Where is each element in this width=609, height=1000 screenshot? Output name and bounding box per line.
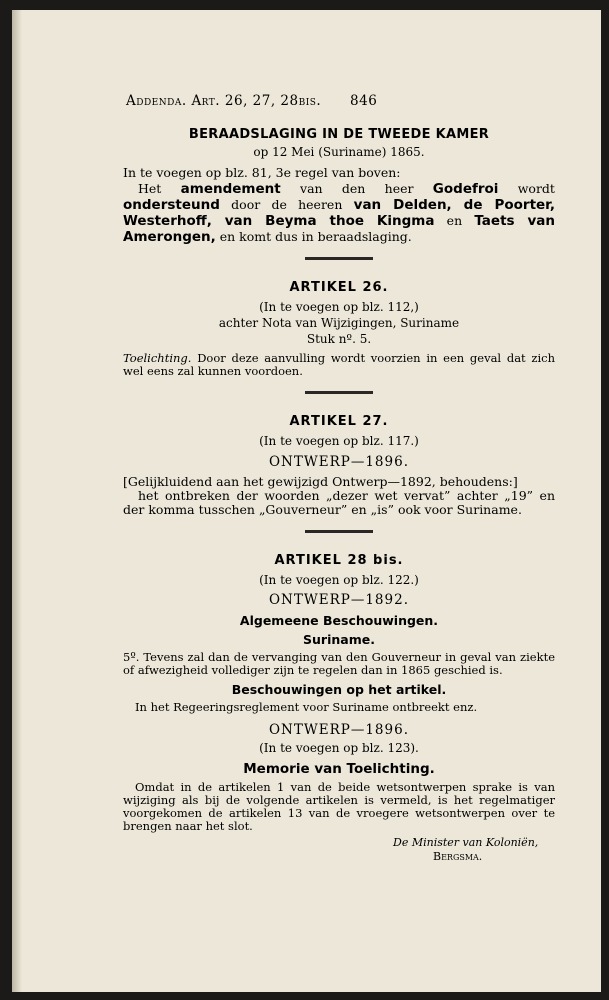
intro-wordt: wordt <box>517 181 555 196</box>
art28-line1: (In te voegen op blz. 122.) <box>259 573 419 587</box>
art28-ontwerp-1896: ONTWERP—1896. <box>268 722 409 738</box>
paragraph-5: 5º. Tevens zal dan de vervanging van den Gouverneur in geval van ziekte of afwezigheid vollediger zijn te regelen dan in 1865 geschied is. <box>123 650 555 677</box>
debate-date: op 12 Mei (Suriname) 1865. <box>253 145 425 159</box>
art27-text2: het ontbreken der woorden „dezer wet vervat” achter „19” en der komma tusschen „Gouverneur” en „is” ook voor Suriname. <box>123 488 555 517</box>
page-binding-shadow <box>12 10 22 992</box>
intro-het: Het <box>138 181 162 196</box>
running-head-label: Addenda. <box>126 93 187 109</box>
intro-van-den-heer: van den heer <box>300 181 414 196</box>
intro-paragraph <box>123 181 555 245</box>
regeeringsreglement-text: In het Regeeringsreglement voor Suriname ontbreekt enz. <box>135 700 478 714</box>
art26-toelichting <box>123 352 555 378</box>
memorie-text: Omdat in de artikelen 1 van de beide wetsontwerpen sprake is van wijziging als bij de volgende artikelen is vermeld, is het regelmatiger voorgekomen de artikelen 13 van de vroegere wetsontwerpen over te brengen naar het slot. <box>123 780 555 833</box>
signature-title-text: De Minister van Koloniën, <box>393 836 539 849</box>
intro-names-1: van Delden, de Poorter, Westerhoff, van Beyma thoe Kingma <box>123 197 555 229</box>
running-head <box>126 93 555 109</box>
art26-line1: (In te voegen op blz. 112,) <box>259 300 419 314</box>
art27-line1: (In te voegen op blz. 117.) <box>259 434 419 448</box>
intro-amendement: amendement <box>180 181 281 197</box>
debate-title: BERAADSLAGING IN DE TWEEDE KAMER <box>188 127 490 142</box>
art26-title: ARTIKEL 26. <box>289 280 389 295</box>
art26-line3: Stuk nº. 5. <box>306 332 372 346</box>
art28-ontwerp-1892: ONTWERP—1892. <box>268 592 409 608</box>
art28-line-123: (In te voegen op blz. 123). <box>259 741 419 755</box>
intro-godefroi: Godefroi <box>432 181 499 197</box>
intro-door-de-heeren: door de heeren <box>231 197 343 212</box>
divider <box>305 257 373 260</box>
intro-en: en <box>446 213 463 228</box>
art27-ontwerp: ONTWERP—1896. <box>268 454 409 470</box>
art27-title: ARTIKEL 27. <box>289 414 389 429</box>
signature-name: Bergsma. <box>433 850 483 863</box>
intro-names-2: Taets van Amerongen, <box>123 213 555 245</box>
art28-title: ARTIKEL 28 bis. <box>274 553 404 568</box>
page-content <box>123 93 555 863</box>
art26-line2: achter Nota van Wijzigingen, Suriname <box>218 316 460 330</box>
memorie-van-toelichting: Memorie van Toelichting. <box>243 761 435 777</box>
intro-instruction: In te voegen op blz. 81, 3e regel van boven: <box>123 165 401 180</box>
signature-title <box>123 836 555 849</box>
suriname-heading: Suriname. <box>303 632 375 647</box>
running-head-articles: Art. 26, 27, 28bis. <box>191 93 322 109</box>
intro-ondersteund: ondersteund <box>123 197 220 213</box>
beschouwingen-op-het-artikel: Beschouwingen op het artikel. <box>231 682 447 697</box>
art27-text1: [Gelijkluidend aan het gewijzigd Ontwerp—1892, behoudens:] <box>123 474 518 489</box>
intro-end: en komt dus in beraadslaging. <box>219 229 412 244</box>
toelichting-text: Door deze aanvulling wordt voorzien in een geval dat zich wel eens zal kunnen voordoen. <box>123 351 556 378</box>
algemeene-beschouwingen: Algemeene Beschouwingen. <box>239 613 439 628</box>
divider <box>305 530 373 533</box>
divider <box>305 391 373 394</box>
toelichting-label: Toelichting. <box>123 351 192 365</box>
page-number: 846 <box>350 93 378 109</box>
